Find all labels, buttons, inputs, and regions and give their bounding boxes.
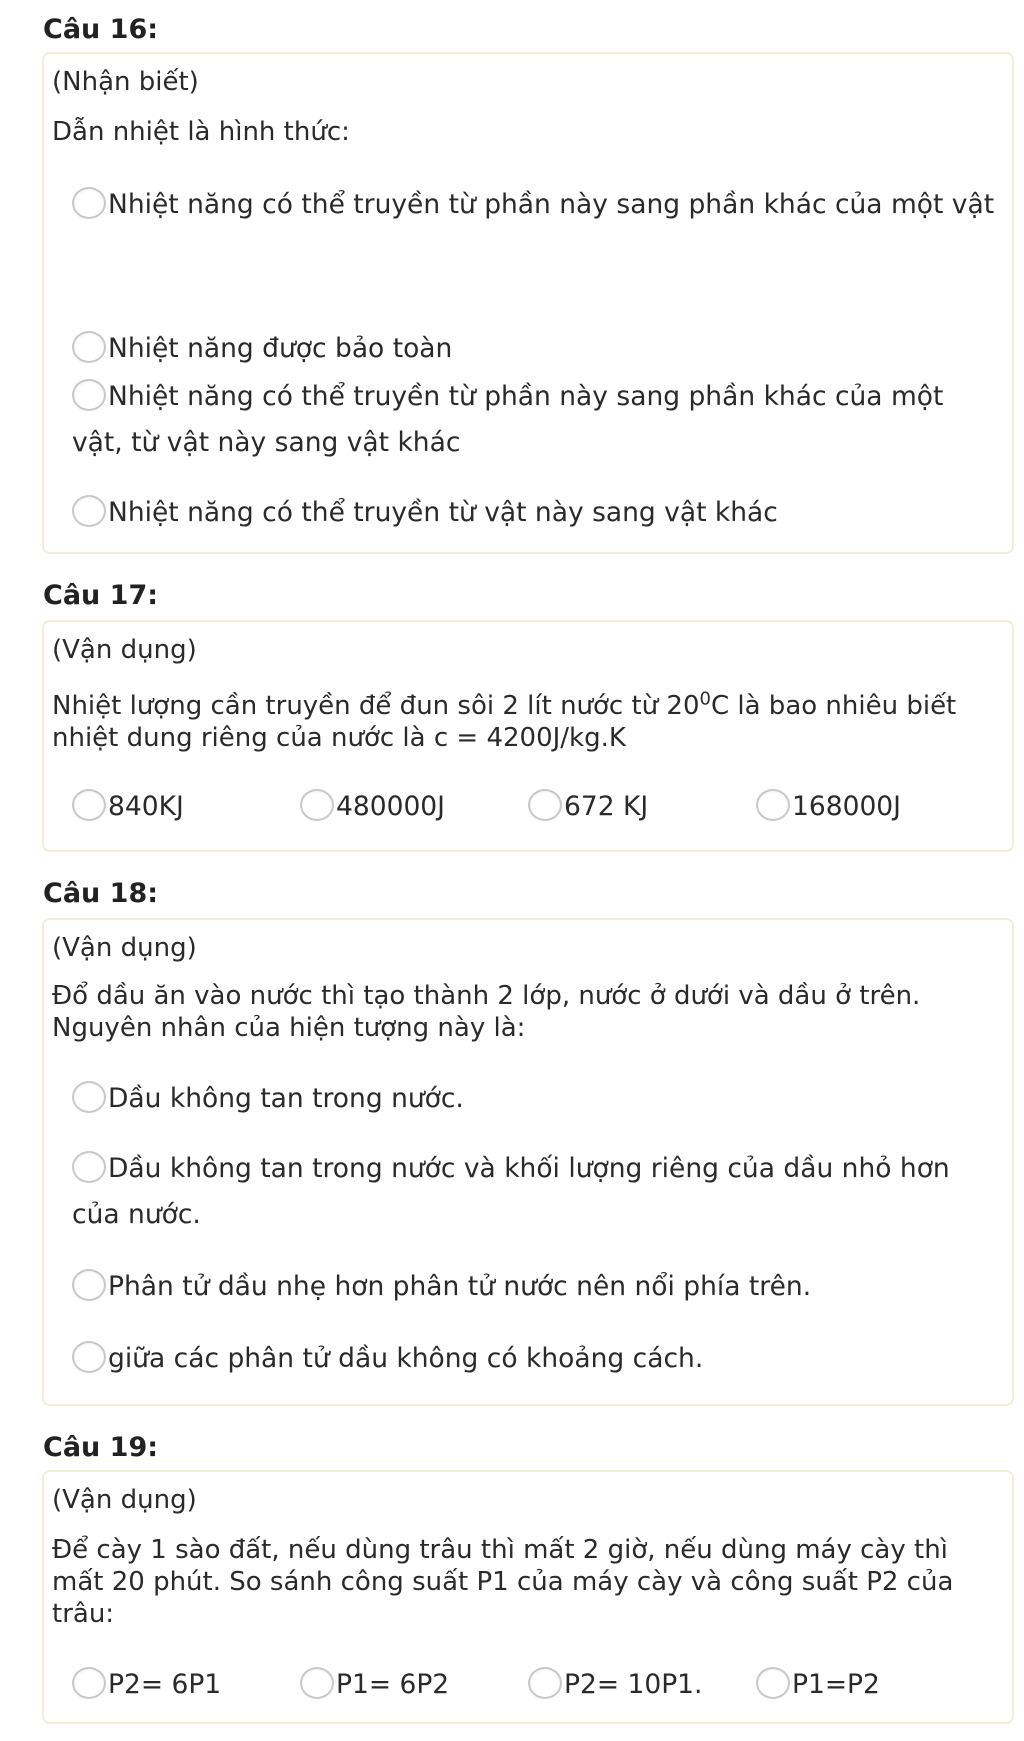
question-18-card xyxy=(42,918,1014,1406)
question-17-level: (Vận dụng) xyxy=(52,635,197,665)
option-label: Nhiệt năng được bảo toàn xyxy=(108,333,453,364)
radio-button-icon[interactable] xyxy=(756,789,790,821)
radio-button-icon[interactable] xyxy=(72,789,106,821)
option-label: 672 KJ xyxy=(564,791,649,822)
question-19-title: Câu 19: xyxy=(43,1432,159,1463)
question-16-level: (Nhận biết) xyxy=(52,67,199,97)
radio-button-icon[interactable] xyxy=(300,789,334,821)
question-16-option-2[interactable] xyxy=(72,326,1002,372)
question-18-option-1[interactable] xyxy=(72,1076,1002,1122)
option-label: P1= 6P2 xyxy=(336,1669,450,1700)
question-17-option-4[interactable] xyxy=(756,784,901,830)
question-18-stem: Đổ dầu ăn vào nước thì tạo thành 2 lớp, nước ở dưới và dầu ở trên. Nguyên nhân của hiện tượng này là: xyxy=(52,981,921,1043)
question-18-title: Câu 18: xyxy=(43,878,159,909)
question-19-level: (Vận dụng) xyxy=(52,1485,197,1515)
option-label: Dầu không tan trong nước và khối lượng riêng của dầu nhỏ hơn của nước. xyxy=(72,1153,950,1230)
option-label: Phân tử dầu nhẹ hơn phân tử nước nên nổi phía trên. xyxy=(108,1271,812,1302)
question-18-option-3[interactable] xyxy=(72,1264,1002,1310)
question-16-card xyxy=(42,52,1014,554)
option-label: P2= 10P1. xyxy=(564,1669,703,1700)
option-label: P2= 6P1 xyxy=(108,1669,222,1700)
radio-button-icon[interactable] xyxy=(72,187,106,219)
question-19-option-2[interactable] xyxy=(300,1662,449,1708)
option-label: Dầu không tan trong nước. xyxy=(108,1083,464,1114)
question-16-option-1[interactable] xyxy=(72,182,1002,228)
question-17-option-3[interactable] xyxy=(528,784,648,830)
radio-button-icon[interactable] xyxy=(72,1269,106,1301)
question-17-title: Câu 17: xyxy=(43,580,159,611)
option-label: giữa các phân tử dầu không có khoảng cách. xyxy=(108,1343,704,1374)
question-16-option-4[interactable] xyxy=(72,490,1002,536)
question-17-stem: Nhiệt lượng cần truyền để đun sôi 2 lít nước từ $20^0C$ là bao nhiêu biết nhiệt dung riêng của nước là c = 4200J/kg.K xyxy=(52,688,957,753)
radio-button-icon[interactable] xyxy=(72,1667,106,1699)
radio-button-icon[interactable] xyxy=(72,495,106,527)
question-18-level: (Vận dụng) xyxy=(52,933,197,963)
radio-button-icon[interactable] xyxy=(72,1151,106,1183)
radio-button-icon[interactable] xyxy=(300,1667,334,1699)
question-19-card xyxy=(42,1470,1014,1724)
question-16-option-3[interactable] xyxy=(72,374,1002,466)
option-label: Nhiệt năng có thể truyền từ phần này sang phần khác của một vật xyxy=(108,189,995,220)
option-label: 168000J xyxy=(792,791,901,822)
radio-button-icon[interactable] xyxy=(72,1341,106,1373)
option-label: Nhiệt năng có thể truyền từ vật này sang vật khác xyxy=(108,497,778,528)
question-17-option-1[interactable] xyxy=(72,784,184,830)
question-16-stem: Dẫn nhiệt là hình thức: xyxy=(52,117,350,147)
option-label: Nhiệt năng có thể truyền từ phần này sang phần khác của một vật, từ vật này sang vật khác xyxy=(72,381,944,458)
option-label: P1=P2 xyxy=(792,1669,880,1700)
option-label: 840KJ xyxy=(108,791,184,822)
question-19-stem: Để cày 1 sào đất, nếu dùng trâu thì mất 2 giờ, nếu dùng máy cày thì mất 20 phút. So sánh công suất P1 của máy cày và công suất P2 của trâu: xyxy=(52,1535,954,1629)
radio-button-icon[interactable] xyxy=(756,1667,790,1699)
question-19-option-1[interactable] xyxy=(72,1662,221,1708)
question-18-option-4[interactable] xyxy=(72,1336,1002,1382)
radio-button-icon[interactable] xyxy=(72,331,106,363)
radio-button-icon[interactable] xyxy=(528,789,562,821)
question-19-option-3[interactable] xyxy=(528,1662,702,1708)
question-16-title: Câu 16: xyxy=(43,14,159,45)
question-17-card xyxy=(42,620,1014,852)
radio-button-icon[interactable] xyxy=(528,1667,562,1699)
option-label: 480000J xyxy=(336,791,445,822)
radio-button-icon[interactable] xyxy=(72,1081,106,1113)
radio-button-icon[interactable] xyxy=(72,379,106,411)
question-18-option-2[interactable] xyxy=(72,1146,1002,1238)
question-17-option-2[interactable] xyxy=(300,784,445,830)
question-19-option-4[interactable] xyxy=(756,1662,880,1708)
